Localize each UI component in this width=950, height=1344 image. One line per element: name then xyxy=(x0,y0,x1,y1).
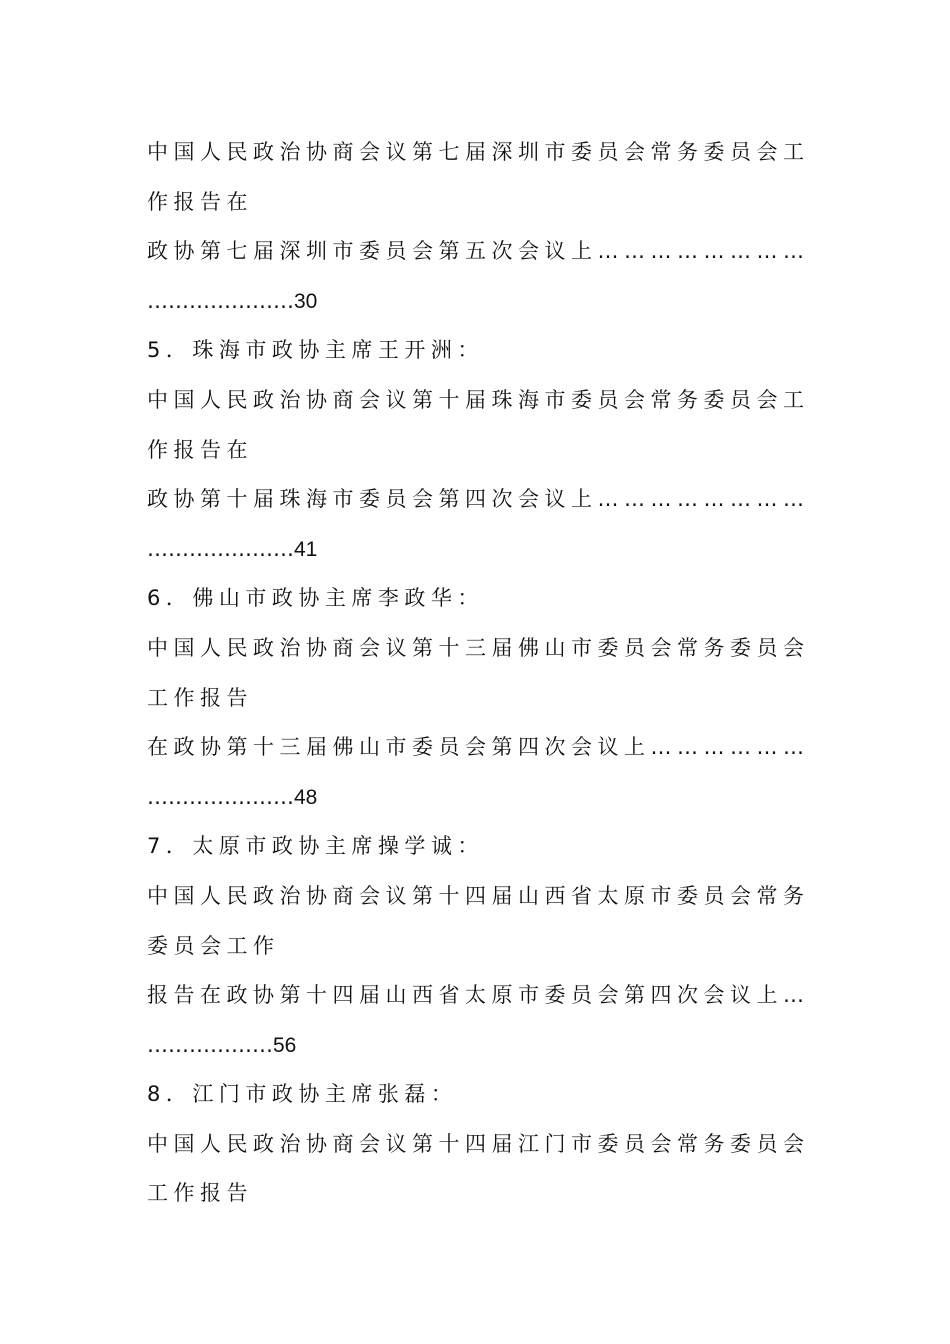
toc-page-reference xyxy=(147,277,827,327)
toc-entry-title: 中国人民政治协商会议第十四届山西省太原市委员会常务 xyxy=(147,883,810,908)
toc-entry-heading: 7．太原市政协主席操学诚： xyxy=(147,834,484,859)
toc-entry-title: 中国人民政治协商会议第七届深圳市委员会常务委员会工 xyxy=(147,140,810,164)
toc-entry-title: 工作报告 xyxy=(147,685,253,710)
toc-leader-dots: ……………… xyxy=(147,1032,273,1057)
toc-page-number: 56 xyxy=(273,1033,297,1057)
toc-page-reference xyxy=(147,525,827,575)
table-of-contents xyxy=(147,128,827,1219)
toc-entry-title: 报告在政协第十四届山西省太原市委员会第四次会议上… xyxy=(147,983,810,1008)
toc-leader-dots: ………………… xyxy=(147,784,294,809)
toc-entry-title: 作报告在 xyxy=(147,437,253,462)
toc-page-number: 48 xyxy=(294,785,318,809)
toc-entry-title: 作报告在 xyxy=(147,189,253,214)
toc-entry-title: 工作报告 xyxy=(147,1181,253,1206)
toc-entry-title: 中国人民政治协商会议第十三届佛山市委员会常务委员会 xyxy=(147,635,810,660)
toc-entry-heading: 6．佛山市政协主席李政华： xyxy=(147,586,484,611)
toc-page-number: 30 xyxy=(294,289,318,313)
toc-leader-dots: ………………… xyxy=(147,288,294,313)
toc-entry-title: 中国人民政治协商会议第十四届江门市委员会常务委员会 xyxy=(147,1131,810,1156)
toc-entry-title: 委员会工作 xyxy=(147,933,280,958)
toc-entry-heading: 8．江门市政协主席张磊： xyxy=(147,1082,458,1107)
toc-page-number: 41 xyxy=(294,537,318,561)
toc-entry-title: 中国人民政治协商会议第十届珠海市委员会常务委员会工 xyxy=(147,387,810,412)
toc-entry-title: 政协第十届珠海市委员会第四次会议上…………………… xyxy=(147,487,810,512)
toc-entry-heading: 5．珠海市政协主席王开洲： xyxy=(147,338,484,363)
toc-entry-title: 在政协第十三届佛山市委员会第四次会议上……………… xyxy=(147,735,810,760)
toc-entry-title: 政协第七届深圳市委员会第五次会议上…………………… xyxy=(147,239,810,264)
toc-page-reference xyxy=(147,773,827,823)
toc-page-reference xyxy=(147,1021,827,1071)
toc-leader-dots: ………………… xyxy=(147,536,294,561)
